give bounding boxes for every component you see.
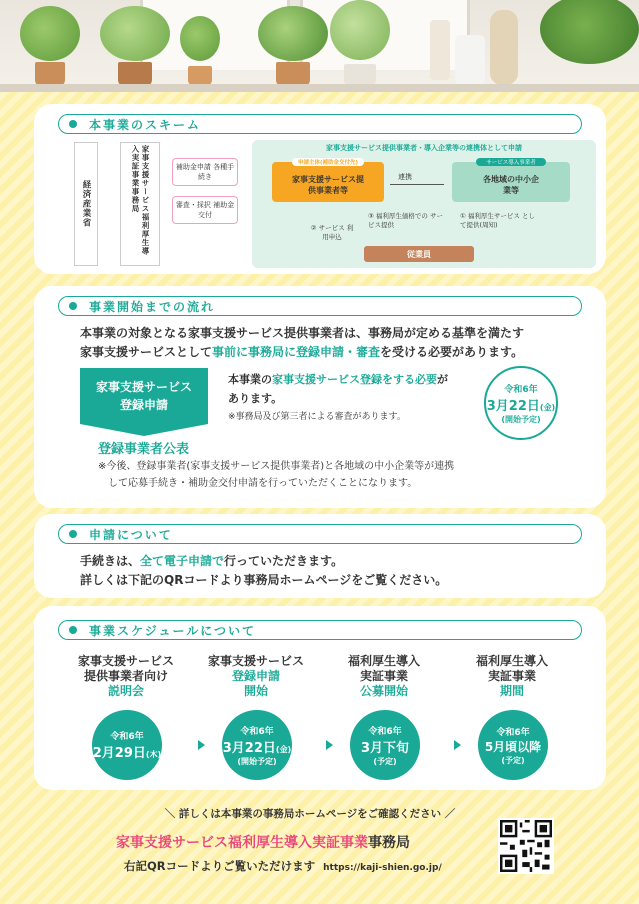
apply-line-2: 詳しくは下記のQRコードより事務局ホームページをご覧ください。 xyxy=(80,573,448,587)
footer-url[interactable]: https://kaji-shien.go.jp/ xyxy=(323,863,442,873)
step1-label: ① 福利厚生サービス として提供(周知) xyxy=(460,212,535,229)
schedule-item-3-date: 令和6年 3月下旬 (予定) xyxy=(350,710,420,780)
schedule-section-title: 事業スケジュールについて xyxy=(58,620,582,640)
schedule-item-2-date: 令和6年 3月22日(金) (開始予定) xyxy=(222,710,292,780)
schedule-item-4-heading: 福利厚生導入 実証事業 期間 xyxy=(475,654,548,698)
step3-label: ③ 福利厚生価格での サービス提供 xyxy=(368,212,443,229)
apply-line-1: 手続きは、全て電子申請で行っていただきます。 xyxy=(80,554,344,568)
schedule-card xyxy=(34,606,606,790)
schedule-arrow-3 xyxy=(454,740,461,750)
registration-desc: 本事業の家事支援サービス登録をする必要が あります。 xyxy=(228,373,448,405)
qr-code[interactable] xyxy=(498,818,554,874)
flow-card xyxy=(34,286,606,508)
apply-card xyxy=(34,514,606,598)
header-photo xyxy=(0,0,639,92)
consortium-panel xyxy=(252,140,596,268)
registration-banner: 家事支援サービス 登録申請 xyxy=(80,368,208,424)
consortium-title: 家事支援サービス提供事業者・導入企業等の連携体として申請 xyxy=(326,144,522,152)
flow-intro-2: 家事支援サービスとして事前に事務局に登録申請・審査を受ける必要があります。 xyxy=(80,345,524,359)
scheme-card xyxy=(34,104,606,274)
apply-section-title: 申請について xyxy=(58,524,582,544)
provider-tag: 申請主体(補助金交付先) xyxy=(292,158,364,166)
registration-banner-arrow xyxy=(80,424,208,436)
publish-title: 登録事業者公表 xyxy=(98,442,190,457)
review-grant-box: 審査・採択 補助金交付 xyxy=(172,196,238,224)
review-note: ※事務局及び第三者による審査があります。 xyxy=(228,412,406,422)
meti-box: 経済産業省 xyxy=(74,142,98,266)
footer-confirm-text: ＼ 詳しくは本事業の事務局ホームページをご確認ください ／ xyxy=(164,808,456,820)
flow-intro-1: 本事業の対象となる家事支援サービス提供事業者は、事務局が定める基準を満たす xyxy=(80,326,525,340)
flow-section-title: 事業開始までの流れ xyxy=(58,296,582,316)
company-label: 各地域の中小企業等 xyxy=(483,175,539,195)
provider-label: 家事支援サービス提供事業者等 xyxy=(292,175,364,195)
footer-org-name: 家事支援サービス福利厚生導入実証事業事務局 xyxy=(116,835,410,851)
schedule-arrow-1 xyxy=(198,740,205,750)
schedule-item-4-date: 令和6年 5月頃以降 (予定) xyxy=(478,710,548,780)
office-box: 家事支援サービス福利厚生導入実証事業事務局 xyxy=(120,142,160,266)
company-box xyxy=(452,162,570,202)
footer-qr-text: 右記QRコードよりご覧いただけます https://kaji-shien.go.jp/ xyxy=(124,859,442,873)
registration-date-badge: 令和6年 3月22日(金) (開始予定) xyxy=(484,366,558,440)
link-label: 連携 xyxy=(398,173,412,181)
scheme-section-title: 本事業のスキーム xyxy=(58,114,582,134)
employee-box: 従業員 xyxy=(364,246,474,262)
schedule-item-1-heading: 家事支援サービス 提供事業者向け 説明会 xyxy=(77,654,174,698)
step2-label: ② サービス 利用申込 xyxy=(310,224,354,241)
publish-note: ※今後、登録事業者(家事支援サービス提供事業者)と各地域の中小企業等が連携 して応募手続き・補助金交付申請を行っていただくことになります。 xyxy=(98,461,455,489)
schedule-item-2-heading: 家事支援サービス 登録申請 開始 xyxy=(207,654,304,698)
company-tag: サービス導入事業者 xyxy=(476,158,546,166)
provider-box xyxy=(272,162,384,202)
schedule-item-1-date: 令和6年 2月29日(木) xyxy=(92,710,162,780)
schedule-arrow-2 xyxy=(326,740,333,750)
application-procedure-box: 補助金申請 各種手続き xyxy=(172,158,238,186)
schedule-item-3-heading: 福利厚生導入 実証事業 公募開始 xyxy=(347,654,420,698)
